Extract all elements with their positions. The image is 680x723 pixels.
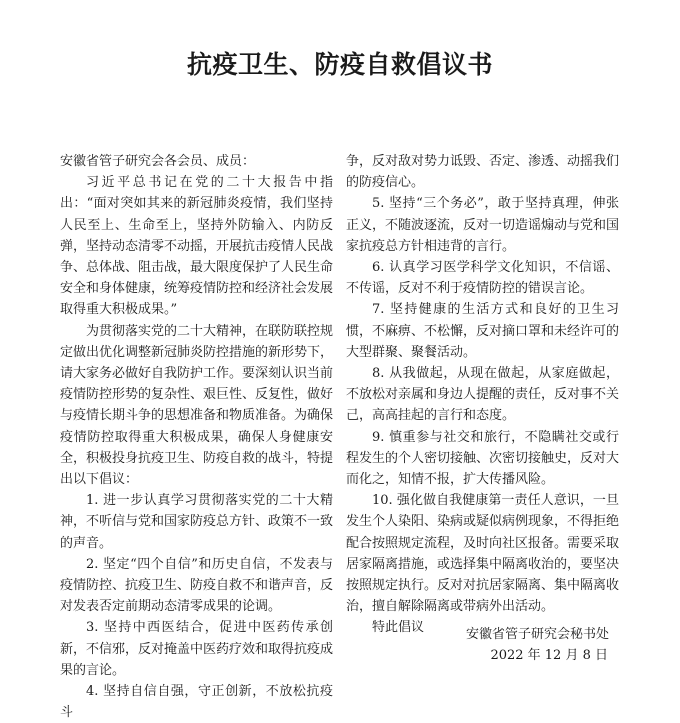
proposal-item: 2. 坚定“四个自信”和历史自信，不发表与疫情防控、抗疫卫生、防疫自救不和谐声音，反对发表否定前期动态清零成果的论调。 bbox=[60, 556, 334, 615]
paragraph: 习近平总书记在党的二十大报告中指出：“面对突如其来的新冠肺炎疫情，我们坚持人民至上、生命至上，坚持外防输入、内防反弹，坚持动态清零不动摇，开展抗击疫情人民战争、总体战、阻击战，最大限度保护了人民生命安全和身体健康，统筹疫情防控和经济社会发展取得重大积极成果。” bbox=[60, 175, 334, 318]
paragraph: 为贯彻落实党的二十大精神，在联防联控规定做出优化调整新冠肺炎防控措施的新形势下，请大家务必做好自我防护工作。要深刻认识当前疫情防控形势的复杂性、艰巨性、反复性，做好与疫情长期斗争的思想准备和物质准备。为确保疫情防控取得重大积极成果，确保人身健康安全，积极投身抗疫卫生、防疫自救的战斗，特提出以下倡议： bbox=[60, 323, 334, 488]
left-column bbox=[60, 151, 333, 723]
proposal-item: 3. 坚持中西医结合，促进中医药传承创新，不信邪，反对掩盖中医药疗效和取得抗疫成果的言论。 bbox=[60, 620, 334, 678]
right-column bbox=[346, 151, 619, 639]
proposal-item: 8. 从我做起，从现在做起，从家庭做起，不放松对亲属和身边人提醒的责任，反对事不关己，高高挂起的言行和态度。 bbox=[346, 366, 620, 424]
proposal-item: 5. 坚持“三个务必”，敢于坚持真理，伸张正义，不随波逐流，反对一切造谣煽动与党和国家抗疫总方针相违背的言行。 bbox=[346, 196, 620, 254]
signature-date: 2022 年 12 月 8 日 bbox=[490, 648, 608, 663]
proposal-item: 1. 进一步认真学习贯彻落实党的二十大精神，不听信与党和国家防疫总方针、政策不一致的声音。 bbox=[60, 493, 334, 551]
salutation: 安徽省管子研究会各会员、成员： bbox=[60, 154, 256, 169]
page-title: 抗疫卫生、防疫自救倡议书 bbox=[186, 50, 493, 79]
proposal-item: 6. 认真学习医学科学文化知识，不信谣、不传谣，反对不利于疫情防控的错误言论。 bbox=[346, 260, 619, 297]
closing-text: 特此倡议 bbox=[372, 620, 425, 636]
proposal-item: 10. 强化做自我健康第一责任人意识，一旦发生个人染阳、染病或疑似病例现象，不得拒绝配合按照规定流程，及时向社区报备。需要采取居家隔离措施，或选择集中隔离收治的，要坚决按照规定执行。反对对抗居家隔离、集中隔离收治，擅自解除隔离或带病外出活动。 bbox=[346, 493, 620, 615]
proposal-item: 7. 坚持健康的生活方式和良好的卫生习惯，不麻痹、不松懈，反对摘口罩和未经许可的大型群聚、聚餐活动。 bbox=[346, 302, 620, 360]
proposal-item: 4. 坚持自信自强，守正创新，不放松抗疫斗 bbox=[60, 684, 333, 721]
proposal-item: 9. 慎重参与社交和旅行，不隐瞒社交或行程发生的个人密切接触、次密切接触史，反对大而化之，知情不报，扩大传播风险。 bbox=[346, 429, 620, 488]
paragraph-continuation: 争，反对敌对势力诋毁、否定、渗透、动摇我们的防疫信心。 bbox=[346, 154, 620, 191]
signature-organization: 安徽省管子研究会秘书处 bbox=[465, 627, 609, 642]
